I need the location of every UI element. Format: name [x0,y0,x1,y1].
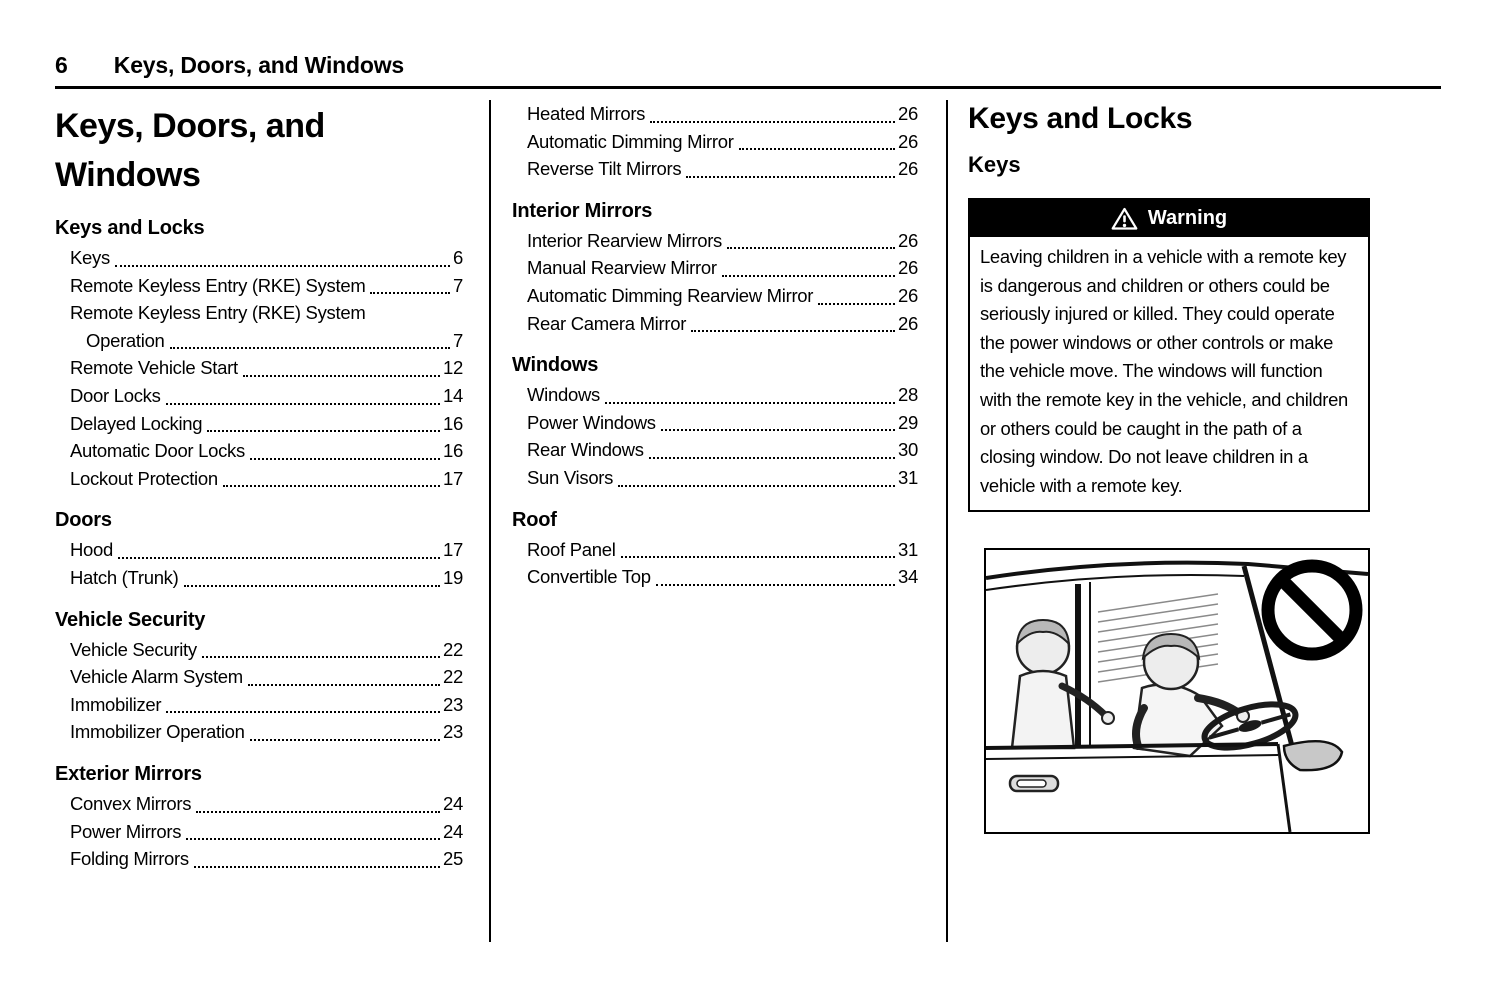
dot-leader [166,711,440,713]
dot-leader [118,557,440,559]
door-handle-inner [1017,780,1046,787]
toc-entry-label: Hatch (Trunk) [70,566,179,588]
left-child-hand [1102,712,1114,724]
dot-leader [650,121,895,123]
toc-entry-label: Delayed Locking [70,412,203,434]
toc-entry-page: 26 [898,312,918,334]
column-divider [946,100,948,942]
toc-entry-page: 12 [443,357,463,379]
toc-entry-label: Immobilizer Operation [70,721,245,743]
toc-entry-wrap-line: Remote Keyless Entry (RKE) System [70,302,366,324]
toc-entry-page: 26 [898,229,918,251]
toc-entry-list [55,790,463,873]
toc-entry-page: 25 [443,848,463,870]
dot-leader [250,458,440,460]
warning-box-header [970,200,1368,237]
toc-entry-page: 7 [453,274,463,296]
toc-entry-label: Remote Keyless Entry (RKE) System [70,274,366,296]
dot-leader [202,656,440,658]
dot-leader [223,485,440,487]
toc-entry-label: Convertible Top [527,566,651,588]
toc-entry-label: Manual Rearview Mirror [527,257,717,279]
column-divider [489,100,491,942]
toc-entry [70,410,463,438]
toc-entry [70,272,463,300]
toc-entry [527,310,918,338]
prohibition-icon [1268,566,1356,654]
toc-entry [527,563,918,591]
toc-section-heading: Keys and Locks [55,217,205,239]
dot-leader [618,485,895,487]
toc-entry [70,536,463,564]
toc-entry-label: Hood [70,539,114,561]
toc-entry-label: Power Mirrors [70,820,182,842]
warning-triangle-icon [1111,207,1138,231]
toc-entry-label: Power Windows [527,411,656,433]
toc-entry-label: Sun Visors [527,466,614,488]
toc-entry-label: Vehicle Alarm System [70,666,243,688]
toc-entry-page: 24 [443,820,463,842]
toc-entry-page: 24 [443,792,463,814]
toc-entry-page: 23 [443,721,463,743]
toc-entry [527,409,918,437]
toc-entry-label: Reverse Tilt Mirrors [527,158,682,180]
dot-leader [649,457,895,459]
dot-leader [691,330,895,332]
toc-entry-page: 22 [443,666,463,688]
toc-entry [70,691,463,719]
toc-entry [527,155,918,183]
dot-leader [661,429,895,431]
content-column [968,100,1443,834]
dot-leader [621,556,895,558]
toc-entry-page: 28 [898,384,918,406]
toc-entry-page: 17 [443,467,463,489]
toc-sections [512,100,918,591]
toc-entry-page: 31 [898,466,918,488]
dot-leader [248,684,440,686]
toc-entry [70,354,463,382]
toc-entry-label: Convex Mirrors [70,792,192,814]
toc-entry [527,436,918,464]
toc-entry-label: Remote Vehicle Start [70,357,238,379]
side-mirror [1284,742,1342,771]
running-header-title: Keys, Doors, and Windows [113,52,404,78]
toc-section-heading: Roof [512,508,557,531]
toc-entry [527,282,918,310]
toc-entry-label: Automatic Door Locks [70,440,245,462]
toc-entry-page: 14 [443,384,463,406]
toc-entry [70,437,463,465]
toc-section-heading: Doors [55,509,112,532]
toc-entry [527,536,918,564]
toc-section-heading: Vehicle Security [55,608,206,631]
dot-leader [194,866,440,868]
toc-entry-page: 6 [453,247,463,268]
dot-leader [250,739,440,741]
toc-entry-list [512,100,918,183]
toc-entry [70,845,463,873]
toc-entry-page: 7 [453,329,463,351]
dot-leader [739,148,895,150]
toc-section-heading: Windows [512,354,599,377]
page-number: 6 [55,52,68,78]
toc-entry-label: Automatic Dimming Rearview Mirror [527,284,814,306]
toc-entry-label: Operation [86,329,165,351]
toc-entry [527,464,918,492]
children-in-vehicle-illustration [984,548,1370,834]
toc-entry-list [512,536,918,591]
dot-leader [115,265,450,267]
toc-entry-label: Rear Windows [527,439,644,461]
toc-entry-page: 16 [443,412,463,434]
warning-text: Leaving children in a vehicle with a remote key is dangerous and children or others could be seriously injured or killed. They could operate the power windows or other controls or make the vehicle move. The windows will function with the remote key in the vehicle, and children or others could be caught in the path of a closing window. Do not leave children in a vehicle with a remote key. [980,246,1348,496]
toc-entry-list [55,636,463,746]
toc-column-1 [55,100,463,873]
subsection-title: Keys [968,152,1021,177]
toc-entry [70,636,463,664]
toc-entry-label: Keys [70,247,110,268]
chapter-title: Keys, Doors, and Windows [55,107,325,194]
dot-leader [818,303,895,305]
dot-leader [722,275,895,277]
running-header [55,52,404,79]
car-children-illustration-graphic [986,550,1368,832]
toc-entry [527,227,918,255]
toc-entry-list [512,227,918,337]
toc-entry-page: 17 [443,539,463,561]
toc-entry-label: Lockout Protection [70,467,218,489]
toc-entry-page: 30 [898,439,918,461]
dot-leader [196,811,440,813]
dot-leader [370,292,450,294]
toc-entry-page: 26 [898,130,918,152]
dot-leader [186,838,440,840]
toc-entry-page: 29 [898,411,918,433]
dot-leader [207,430,440,432]
toc-entry-page: 26 [898,103,918,124]
dot-leader [605,402,895,404]
toc-entry-label: Windows [527,384,600,406]
toc-column-2 [512,100,918,591]
toc-entry [70,382,463,410]
toc-entry [70,244,463,272]
toc-entry-label: Folding Mirrors [70,848,189,870]
toc-entry-page: 31 [898,538,918,560]
toc-entry [70,790,463,818]
toc-entry-page: 26 [898,158,918,180]
dot-leader [686,176,895,178]
toc-entry-label: Heated Mirrors [527,103,646,124]
toc-entry [527,128,918,156]
toc-entry-list [512,381,918,491]
section-title: Keys and Locks [968,102,1193,135]
toc-entry-page: 34 [898,566,918,588]
toc-entry-page: 16 [443,440,463,462]
toc-entry-label: Vehicle Security [70,638,197,660]
dot-leader [656,584,895,586]
toc-entry-page: 22 [443,638,463,660]
window-top-line [986,575,1244,590]
toc-sections [55,217,463,873]
warning-box [968,198,1370,512]
dot-leader [727,247,895,249]
toc-entry-label: Automatic Dimming Mirror [527,130,734,152]
toc-entry-list [55,536,463,591]
toc-entry [70,818,463,846]
toc-entry [70,564,463,592]
toc-entry-page: 26 [898,257,918,279]
toc-entry-label: Immobilizer [70,693,162,715]
dot-leader [170,347,450,349]
door-sill-inner-line [986,755,1278,759]
dot-leader [166,403,440,405]
toc-entry-page: 19 [443,566,463,588]
toc-entry-page: 26 [898,284,918,306]
toc-entry [70,663,463,691]
toc-entry [527,254,918,282]
warning-title: Warning [1147,207,1228,229]
toc-entry-label: Interior Rearview Mirrors [527,229,723,251]
left-child-body [1012,671,1074,748]
toc-entry-page: 23 [443,693,463,715]
toc-entry [70,718,463,746]
toc-entry-label: Rear Camera Mirror [527,312,687,334]
toc-entry [527,100,918,128]
toc-entry [70,327,463,355]
dot-leader [243,375,440,377]
toc-entry [527,381,918,409]
dot-leader [184,585,441,587]
toc-entry-label: Door Locks [70,384,161,406]
toc-section-heading: Interior Mirrors [512,199,653,222]
toc-entry [70,465,463,493]
toc-entry-list [55,244,463,492]
toc-section-heading: Exterior Mirrors [55,762,202,785]
header-rule [55,86,1441,89]
toc-entry-label: Roof Panel [527,538,616,560]
